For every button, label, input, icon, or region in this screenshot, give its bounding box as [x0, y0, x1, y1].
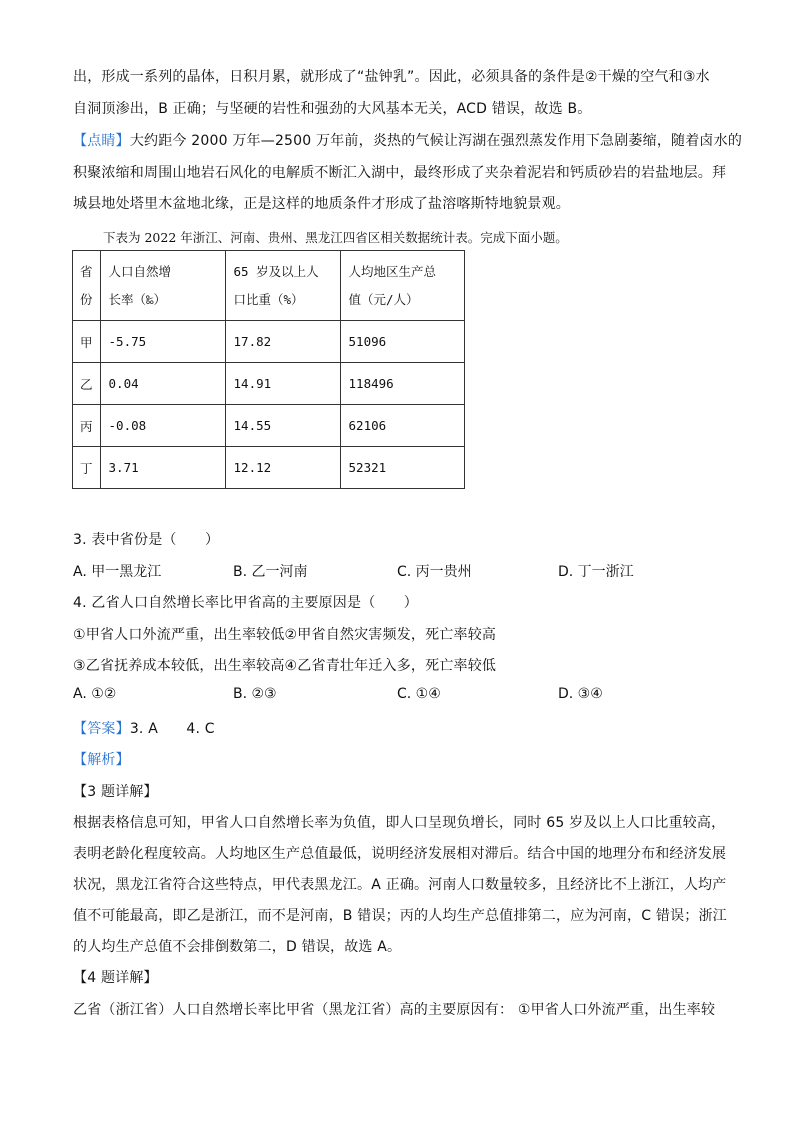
q4-statement-1: ①甲省人口外流严重，出生率较低②甲省自然灾害频发，死亡率较高 [73, 627, 497, 643]
detail3-tag: 【3 题详解】 [73, 784, 158, 800]
q3-option-a[interactable]: A. 甲一黑龙江 [73, 564, 162, 580]
table-cell: 14.55 [225, 405, 340, 447]
table-row [73, 405, 465, 447]
table-cell: 51096 [340, 321, 464, 363]
intro-line-1: 出，形成一系列的晶体，日积月累，就形成了“盐钟乳”。因此，必须具备的条件是②干燥的空气和③水 [73, 69, 710, 85]
q3-option-c[interactable]: C. 丙一贵州 [397, 564, 472, 580]
q4-stem: 4. 乙省人口自然增长率比甲省高的主要原因是（ ） [73, 595, 419, 611]
table-cell: 0.04 [100, 363, 225, 405]
header-gdp-per-capita: 人均地区生产总 值（元/人） [340, 251, 464, 321]
answer-line [73, 718, 215, 738]
table-cell: -0.08 [100, 405, 225, 447]
tip-line-3: 城县地处塔里木盆地北缘，正是这样的地质条件才形成了盐溶喀斯特地貌景观。 [73, 196, 570, 212]
table-caption: 下表为 2022 年浙江、河南、贵州、黑龙江四省区相关数据统计表。完成下面小题。 [103, 230, 568, 245]
detail4-line-1: 乙省（浙江省）人口自然增长率比甲省（黑龙江省）高的主要原因有： ①甲省人口外流严重，出生率较 [73, 1002, 716, 1018]
table-cell: 118496 [340, 363, 464, 405]
q3-option-d[interactable]: D. 丁一浙江 [558, 564, 634, 580]
q4-option-d[interactable]: D. ③④ [558, 686, 603, 702]
detail4-tag: 【4 题详解】 [73, 970, 158, 986]
tip-tag: 【点睛】 [73, 133, 130, 149]
tip-line-1 [73, 130, 742, 150]
header-growth-rate: 人口自然增 长率（‰） [100, 251, 225, 321]
detail3-line-5: 的人均生产总值不会排倒数第二，D 错误，故选 A。 [73, 939, 402, 955]
answer-text: 3. A 4. C [129, 721, 215, 737]
q4-option-b[interactable]: B. ②③ [233, 686, 277, 702]
intro-line-2: 自洞顶渗出，B 正确；与坚硬的岩性和强劲的大风基本无关，ACD 错误，故选 B。 [73, 101, 592, 117]
table-cell: 12.12 [225, 447, 340, 489]
table-cell: 丁 [73, 447, 101, 489]
answer-tag: 【答案】 [73, 721, 130, 737]
table-row [73, 321, 465, 363]
q4-option-c[interactable]: C. ①④ [397, 686, 441, 702]
table-cell: 62106 [340, 405, 464, 447]
detail3-line-4: 值不可能最高，即乙是浙江，而不是河南，B 错误；丙的人均生产总值排第二，应为河南，C 错误；浙江 [73, 908, 727, 924]
table-row [73, 363, 465, 405]
q4-statement-2: ③乙省抚养成本较低，出生率较高④乙省青壮年迁入多，死亡率较低 [73, 658, 497, 674]
detail3-line-1: 根据表格信息可知，甲省人口自然增长率为负值，即人口呈现负增长，同时 65 岁及以上人口比重较高， [73, 815, 726, 831]
table-row [73, 447, 465, 489]
table-cell: 甲 [73, 321, 101, 363]
header-province: 省 份 [73, 251, 101, 321]
tip-text-1: 大约距今 2000 万年—2500 万年前，炎热的气候让泻湖在强烈蒸发作用下急剧萎缩，随着卤水的 [129, 133, 743, 149]
q3-stem: 3. 表中省份是（ ） [73, 532, 220, 548]
table-cell: 17.82 [225, 321, 340, 363]
detail3-line-3: 状况，黑龙江省符合这些特点，甲代表黑龙江。A 正确。河南人口数量较多，且经济比不上浙江，人均产 [73, 877, 727, 893]
q4-option-a[interactable]: A. ①② [73, 686, 117, 702]
q3-option-b[interactable]: B. 乙一河南 [233, 564, 308, 580]
table-cell: 3.71 [100, 447, 225, 489]
table-header-row [73, 251, 465, 321]
header-elderly-share: 65 岁及以上人 口比重（%） [225, 251, 340, 321]
table-cell: 乙 [73, 363, 101, 405]
table-cell: 丙 [73, 405, 101, 447]
stats-table [72, 250, 465, 489]
detail3-line-2: 表明老龄化程度较高。人均地区生产总值最低，说明经济发展相对滞后。结合中国的地理分布和经济发展 [73, 846, 727, 862]
table-cell: 14.91 [225, 363, 340, 405]
tip-line-2: 积聚浓缩和周围山地岩石风化的电解质不断汇入湖中，最终形成了夹杂着泥岩和钙质砂岩的岩盐地层。拜 [73, 165, 727, 181]
table-cell: 52321 [340, 447, 464, 489]
table-cell: -5.75 [100, 321, 225, 363]
analysis-tag: 【解析】 [73, 752, 130, 768]
